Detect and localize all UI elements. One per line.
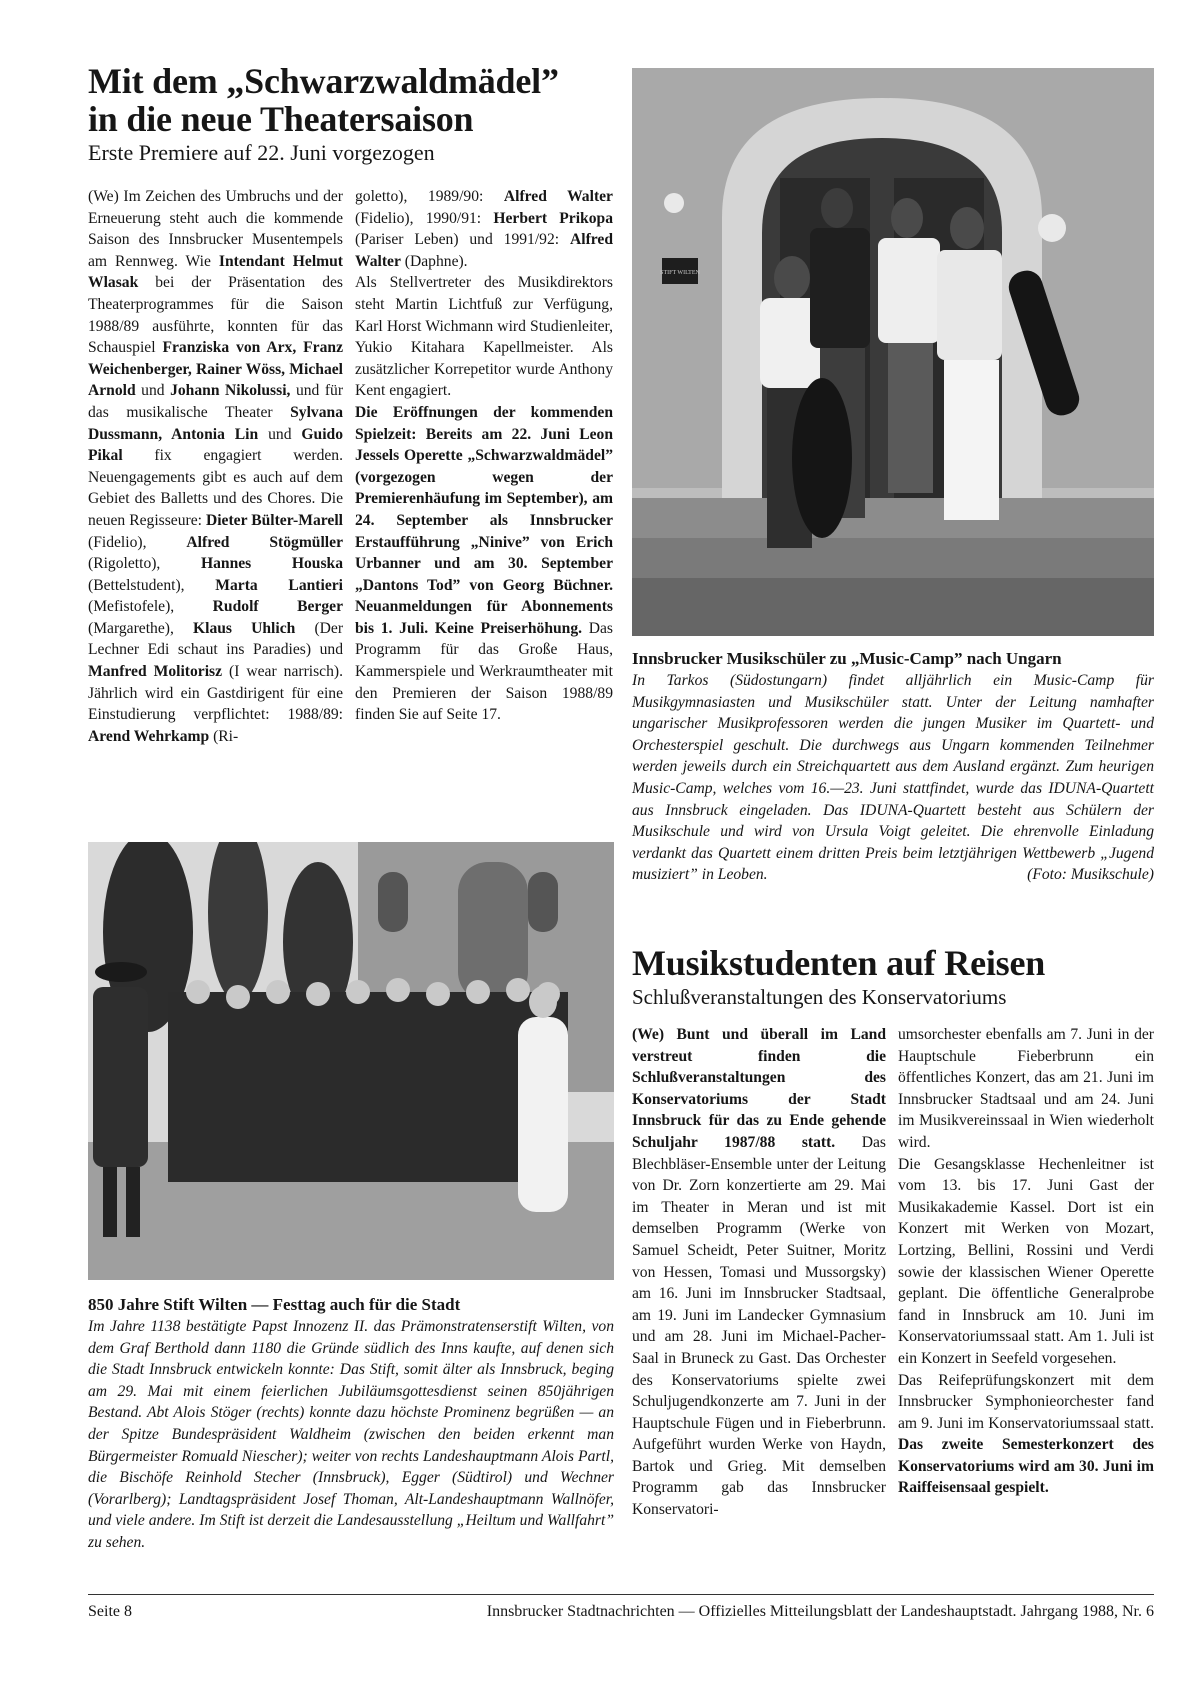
bold-run: Dieter Bülter-Marell <box>205 511 343 529</box>
text-run: Das Blechbläser-Ensemble unter der Leitung von Dr. Zorn konzertierte am 29. Mai im Theater in Meran und ist mit demselben Programm (Werke von Samuel Scheidt, Peter Suitner, Moritz von Hessen, Tomasi und Mussorgsky) am 16. Juni im Innsbrucker Stadtsaal, am 19. Juni im Landecker Gymnasium und am 28. Juni im Michael-Pacher-Saal in Bruneck zu Gast. Das Orchester des Konservatoriums spielte zwei Schuljugendkonzerte am 7. Juni in der Hauptschule Fügen und in Fieberbrunn. Aufgeführt wurden Werke von Haydn, Bartok und Grieg. Mit demselben Programm gab das Innsbrucker Konservatori- <box>632 1133 886 1519</box>
bold-run: Hannes Houska <box>200 555 343 573</box>
bold-run: Das zweite Semesterkonzert des Konservatoriums wird am 30. Juni im Raiffeisensaal gespielt. <box>898 1436 1154 1497</box>
article2-col2-para-3 <box>898 1370 1154 1500</box>
bold-run: Alfred Stögmüller <box>186 533 343 551</box>
bold-run: Rudolf Berger <box>212 598 343 616</box>
bold-run: Manfred Molitorisz <box>88 663 223 681</box>
article1-col2-para-2: Als Stellvertreter des Musikdirektors steht Martin Lichtfuß zur Verfügung, Karl Horst Wichmann wird Studienleiter, Yukio Kitahara Kapellmeister. Als zusätzlicher Korrepetitor wurde Anthony Kent engagiert. <box>355 274 613 400</box>
text-run: (Der Lechner Edi schaut ins Paradies) und <box>88 619 344 659</box>
bold-run: (We) Bunt und überall im Land verstreut finden die Schlußveranstaltungen des Konservatoriums der Stadt Innsbruck für das zu Ende gehende Schuljahr 1987/88 statt. <box>632 1026 886 1151</box>
stift-wilten-photo-illustration <box>88 842 614 1280</box>
music-camp-photo-illustration <box>632 68 1154 636</box>
text-run: (Ri- <box>209 727 239 745</box>
article1-col1-text <box>88 186 343 747</box>
photo-stift-wilten <box>88 842 614 1280</box>
article1-column-1 <box>88 186 343 747</box>
bold-run: Marta Lantieri <box>215 576 343 594</box>
bold-run: Intendant Helmut Wlasak <box>88 252 344 292</box>
caption-music-camp-body: In Tarkos (Südostungarn) findet alljährlich ein Music-Camp für Musikgymnasiasten und Musikschüler statt. Unter der Leitung namhafter ungarischer Musikprofessoren werden die jungen Musiker im Quartett- und Orchesterspiel geschult. Die durchwegs aus Ungarn kommenden Teilnehmer werden jeweils durch ein Streichquartett aus dem Ausland ergänzt. Zum heurigen Music-Camp, welches vom 16.—23. Juni stattfindet, wurde das IDUNA-Quartett aus Innsbruck eingeladen. Das IDUNA-Quartett besteht aus Schülern der Musikschule und wird von Ursula Voigt geleitet. Die ehrenvolle Einladung verdankt das Quartett einem dritten Preis beim letztjährigen Wettbewerb „Jugend musiziert” in Leoben. <box>632 672 1154 884</box>
text-run: (Bettelstudent), <box>88 576 216 594</box>
article-musikstudenten <box>632 944 1154 1010</box>
text-run: (Margarethe), <box>88 619 193 637</box>
text-run: goletto), 1989/90: <box>355 188 504 205</box>
publication-line: Innsbrucker Stadtnachrichten — Offizielles Mitteilungsblatt der Landeshauptstadt. Jahrgang 1988, Nr. 6 <box>486 1603 1154 1620</box>
article2-col2-para-1: umsorchester ebenfalls am 7. Juni in der Hauptschule Fieberbrunn ein öffentliches Konzert, das am 21. Juni im Innsbrucker Stadtsaal und am 24. Juni im Musikvereinssaal in Wien wiederholt wird. <box>898 1026 1154 1151</box>
photo-music-camp <box>632 68 1154 636</box>
text-run: fix engagiert werden. Neuengagements gibt es auch auf dem Gebiet des Balletts und des Chores. Die neuen Regisseure: <box>88 447 343 529</box>
bold-run: Guido Pikal <box>88 425 343 465</box>
text-run: Das Programm für das Große Haus, Kammerspiele und Werkraumtheater mit den Premieren der Saison 1988/89 finden Sie auf Seite 17. <box>355 619 613 724</box>
footer <box>88 1602 1154 1622</box>
article2-column-2 <box>898 1024 1154 1499</box>
caption-stift-wilten <box>88 1294 614 1554</box>
caption-music-camp-title: Innsbrucker Musikschüler zu „Music-Camp” nach Ungarn <box>632 649 1062 668</box>
bold-run: Die Eröffnungen der kommenden Spielzeit: Bereits am 22. Juni Leon Jessels Operette „Schwarzwaldmädel” (vorgezogen wegen der Premierenhäufung im September), am 24. September als Innsbrucker Erstaufführung „Ninive” von Erich Urbanner und am 30. September „Dantons Tod” von Georg Büchner. Neuanmeldungen für Abonnements bis 1. Juli. Keine Preiserhöhung. <box>355 403 613 637</box>
text-run: (I wear narrisch). Jährlich wird ein Gastdirigent für eine Einstudierung verpflichtet: 1988/89: <box>88 663 343 724</box>
text-run: (Daphne). <box>400 252 468 270</box>
article2-col2-para-2: Die Gesangsklasse Hechenleitner ist vom 13. bis 17. Juni Gast der Musikakademie Kassel. Dort ist ein Konzert mit Werken von Mozart, Lortzing, Bellini, Rossini und Verdi sowie der klassischen Wiener Operette geplant. Die öffentliche Generalprobe fand in Innsbruck am 10. Juni im Konservatoriumssaal statt. Am 1. Juli ist ein Konzert in Seefeld vorgesehen. <box>898 1155 1154 1367</box>
door-sign: STIFT WILTEN <box>660 270 700 276</box>
headline-musikstudenten: Musikstudenten auf Reisen <box>632 943 1046 983</box>
bold-run: Herbert Prikopa <box>493 209 613 227</box>
footer-rule <box>88 1594 1154 1595</box>
text-run: und <box>258 425 302 443</box>
text-run: (Rigoletto), <box>88 555 201 573</box>
photo-credit: (Foto: Musikschule) <box>1027 866 1154 884</box>
text-run: (Fidelio), 1990/91: <box>355 209 494 227</box>
text-run: bei der Präsentation des Theaterprogrammes für die Saison 1988/89 ausführte, konnten für das Schauspiel <box>88 274 343 357</box>
bold-run: Johann Nikolussi, <box>170 382 291 400</box>
caption-music-camp <box>632 648 1154 886</box>
subheadline: Erste Premiere auf 22. Juni vorgezogen <box>88 140 435 165</box>
headline-line-2: in die neue Theatersaison <box>88 99 474 139</box>
bold-run: Alfred Walter <box>355 231 613 270</box>
page-number: Seite 8 <box>88 1603 132 1620</box>
caption-stift-wilten-text: Im Jahre 1138 bestätigte Papst Innozenz II. das Prämonstratenserstift Wilten, von dem Graf Berthold dann 1180 die Gründe südlich des Inns kaufte, auf denen sich die Stadt Innsbruck entwickeln konnte: Das Stift, somit älter als Innsbruck, beging am 29. Mai mit einem feierlichen Jubiläumsgottesdienst seinen 850jährigen Bestand. Abt Alois Stöger (rechts) konnte dazu höchste Prominenz begrüßen — an der Spitze Bundespräsident Waldheim (zwischen den beiden erkennt man Bürgermeister Romuald Niescher); weiter von rechts Landeshauptmann Alois Partl, die Bischöfe Reinhold Stecher (Innsbruck), Egger (Südtirol) und Wechner (Vorarlberg); Landtagspräsident Josef Thoman, Alt-Landeshauptmann Wallnöfer, und viele andere. Im Stift ist derzeit die Landesausstellung „Heiltum und Wallfahrt” zu sehen. <box>88 1318 614 1551</box>
caption-music-camp-text <box>632 670 1154 886</box>
caption-stift-wilten-title: 850 Jahre Stift Wilten — Festtag auch für die Stadt <box>88 1295 461 1314</box>
headline-line-1: Mit dem „Schwarzwaldmädel” <box>88 61 559 101</box>
bold-run: Franziska von Arx, Franz Weichenberger, Rainer Wöss, Michael Arnold <box>88 339 343 400</box>
bold-run: Arend Wehrkamp <box>88 727 210 745</box>
bold-run: Sylvana Dussmann, Antonia Lin <box>88 403 343 443</box>
text-run: (Fidelio), <box>88 533 187 551</box>
text-run: und <box>135 382 171 400</box>
bold-run: Alfred Walter <box>503 188 613 205</box>
bold-run: Klaus Uhlich <box>193 619 296 637</box>
text-run: (Pariser Leben) und 1991/92: <box>355 231 570 249</box>
headline <box>88 62 638 138</box>
article-theatersaison <box>88 62 638 166</box>
subheadline-musikstudenten: Schlußveranstaltungen des Konservatoriums <box>632 985 1007 1009</box>
text-run: (We) Im Zeichen des Umbruchs und der Erneuerung steht auch die kommende Saison des Innsbrucker Musentempels am Rennweg. Wie <box>88 188 343 270</box>
article1-col2-para-3 <box>355 402 613 726</box>
article2-column-1 <box>632 1024 886 1521</box>
article1-column-2 <box>355 186 613 726</box>
text-run: und für das musikalische Theater <box>88 382 344 421</box>
text-run: Das Reifeprüfungskonzert mit dem Innsbrucker Symphonieorchester fand am 9. Juni im Konservatoriumssaal statt. <box>898 1371 1154 1432</box>
article2-col1-text <box>632 1024 886 1521</box>
text-run: (Mefistofele), <box>88 598 213 616</box>
article1-col2-para-1 <box>355 186 613 272</box>
